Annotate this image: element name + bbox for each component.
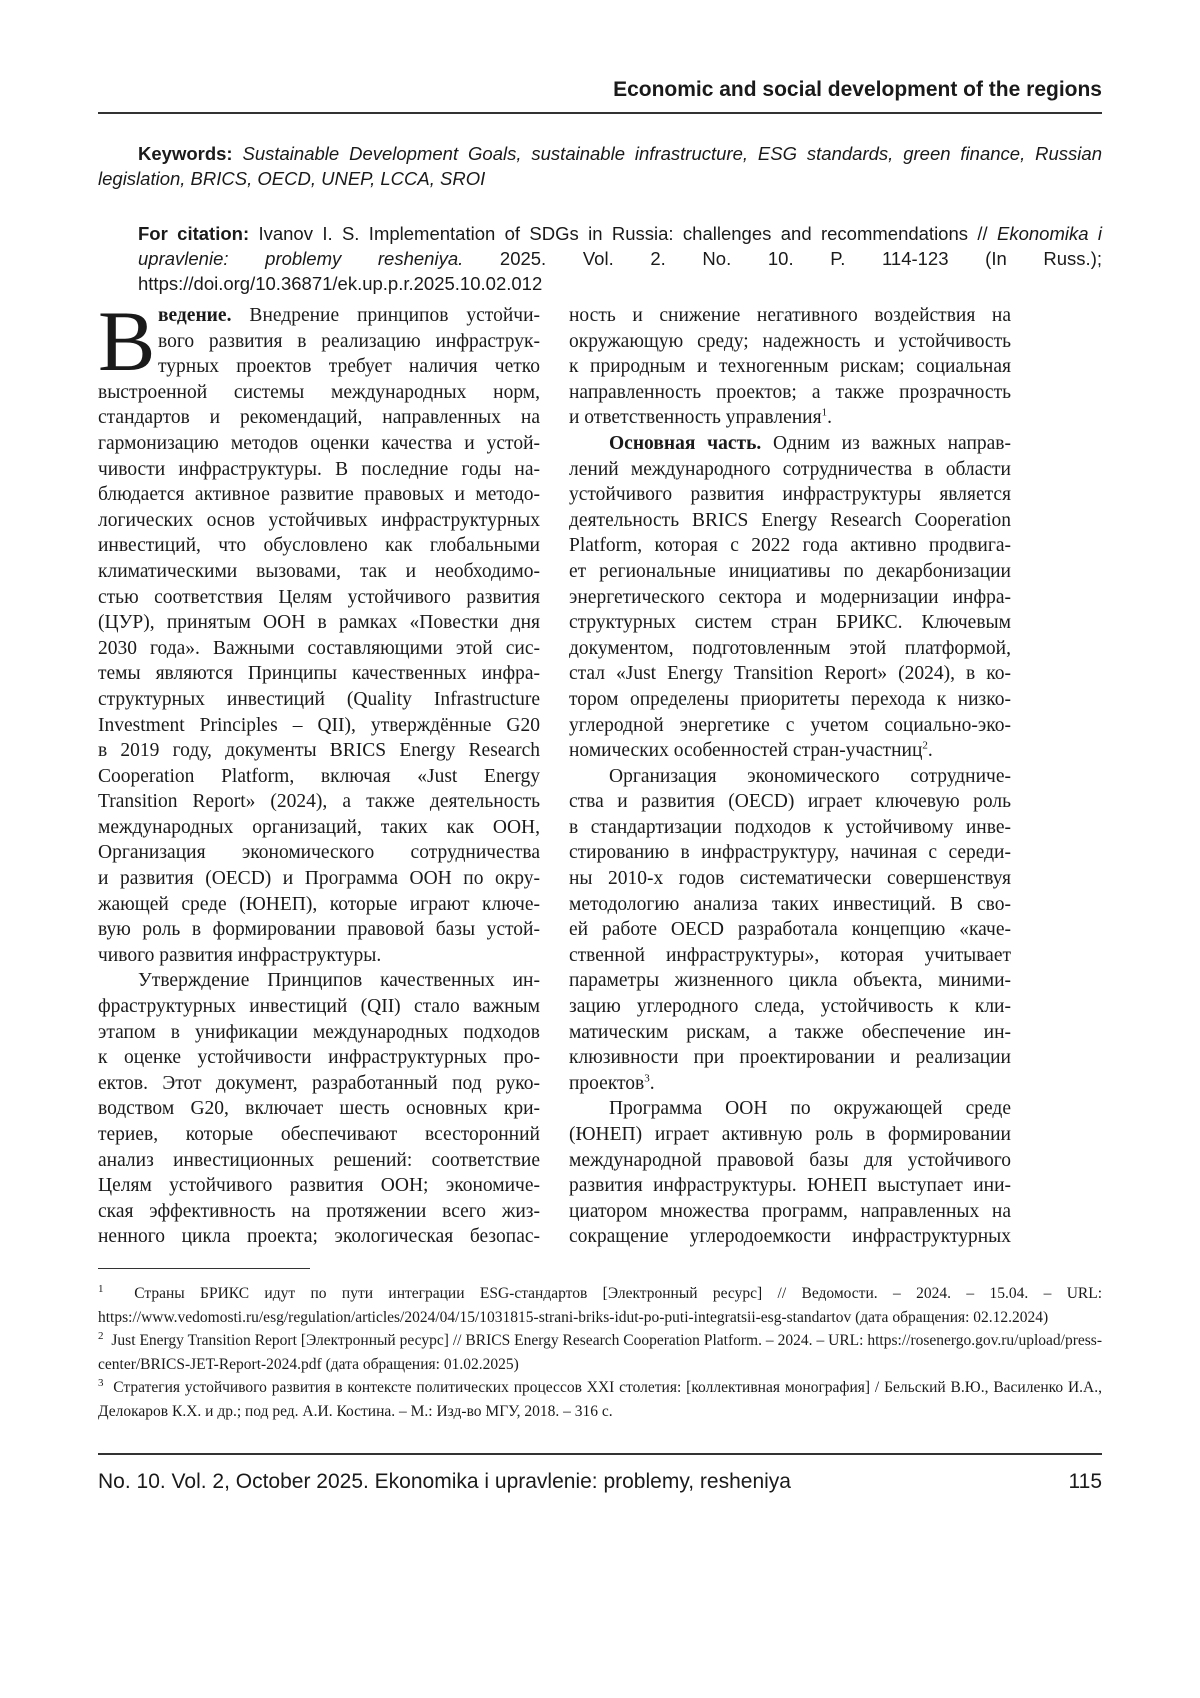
line-text: климатическими вызовами, так и необходимо-	[98, 561, 540, 582]
text-line	[569, 1045, 1011, 1071]
line-text: Transition Report» (2024), а также деятельность	[98, 791, 540, 812]
line-text: логических основ устойчивых инфраструктурных	[98, 510, 540, 531]
text-line	[569, 303, 1011, 329]
line-text: Целям устойчивого развития ООН; экономиче-	[98, 1175, 540, 1196]
text-line	[98, 1199, 540, 1225]
line-text: параметры жизненного цикла объекта, миними-	[569, 970, 1011, 991]
right-column	[569, 303, 1011, 1250]
text-line	[98, 533, 540, 559]
line-text: ей работе OECD разработала концепцию «каче-	[569, 919, 1011, 940]
line-text: Одним из важных направ-	[761, 433, 1011, 454]
line-text: к природным и техногенным рискам; социальная	[569, 356, 1011, 377]
line-text: и развития (OECD) и Программа ООН по окру-	[98, 868, 540, 889]
text-line	[569, 661, 1011, 687]
text-line	[569, 1096, 1011, 1122]
text-line	[98, 815, 540, 841]
text-line	[98, 1148, 540, 1174]
text-line	[98, 354, 540, 380]
text-line	[98, 457, 540, 483]
text-line	[98, 764, 540, 790]
footnote-number: 3	[98, 1377, 104, 1389]
text-line	[569, 1071, 1011, 1097]
line-text: чивости инфраструктуры. В последние годы на-	[98, 459, 540, 480]
footnotes	[98, 1282, 1102, 1423]
text-line	[569, 1224, 1011, 1250]
text-line	[98, 789, 540, 815]
text-line	[98, 405, 540, 431]
line-text: вую роль в формировании правовой базы устой-	[98, 919, 540, 940]
line-text: Организация экономического сотрудничества	[98, 842, 540, 863]
line-text: клюзивности при проектировании и реализации	[569, 1047, 1011, 1068]
text-line	[98, 968, 540, 994]
line-text: матическим рискам, а также обеспечение ин-	[569, 1022, 1011, 1043]
footnote	[98, 1376, 1102, 1423]
line-text: тором определены приоритеты перехода к низко-	[569, 689, 1011, 710]
text-line	[569, 917, 1011, 943]
citation-details: 2025. Vol. 2. No. 10. P. 114-123 (In Russ.); https://doi.org/10.36871/ek.up.p.r.2025.10.02.012	[138, 248, 1102, 294]
text-line	[569, 1173, 1011, 1199]
line-text: стированию в инфраструктуру, начиная с середи-	[569, 842, 1011, 863]
line-text: направленность проектов; а также прозрачность	[569, 382, 1011, 403]
page-number: 115	[1069, 1470, 1102, 1494]
footer-rule	[98, 1453, 1102, 1455]
text-line	[98, 559, 540, 585]
line-text: в стандартизации подходов к устойчивому инве-	[569, 817, 1011, 838]
text-line	[98, 994, 540, 1020]
text-line	[569, 533, 1011, 559]
footnote	[98, 1282, 1102, 1329]
text-line	[98, 1020, 540, 1046]
text-line	[569, 636, 1011, 662]
text-line	[569, 457, 1011, 483]
line-text: ская эффективность на протяжении всего жиз-	[98, 1201, 540, 1222]
footnote	[98, 1329, 1102, 1376]
text-line	[98, 892, 540, 918]
line-text: номических особенностей стран-участниц	[569, 740, 922, 761]
line-text: устойчивого развития инфраструктуры является	[569, 484, 1011, 505]
line-text: стандартов и рекомендаций, направленных на	[98, 407, 540, 428]
line-text: инвестиций, что обусловлено как глобальными	[98, 535, 540, 556]
text-line	[569, 687, 1011, 713]
line-end: .	[928, 740, 933, 761]
line-text: стал «Just Energy Transition Report» (2024), в ко-	[569, 663, 1011, 684]
left-column	[98, 303, 540, 1250]
line-text: Platform, которая с 2022 года активно продвига-	[569, 535, 1011, 556]
line-text: международных организаций, таких как ООН,	[98, 817, 540, 838]
text-line	[98, 943, 540, 969]
text-line	[98, 329, 540, 355]
text-line	[98, 840, 540, 866]
line-text: документом, подготовленным этой платформой,	[569, 638, 1011, 659]
line-text: зацию углеродного следа, устойчивость к кли-	[569, 996, 1011, 1017]
citation-label: For citation:	[138, 223, 249, 244]
line-text: деятельность BRICS Energy Research Cooperation	[569, 510, 1011, 531]
text-line	[569, 968, 1011, 994]
text-line	[98, 1173, 540, 1199]
footnote-ref: 2	[922, 740, 928, 752]
line-text: Cooperation Platform, включая «Just Energy	[98, 766, 540, 787]
line-text: углеродной энергетике с учетом социально-эко-	[569, 715, 1011, 736]
line-text: энергетического сектора и модернизации инфра-	[569, 587, 1011, 608]
line-text: Организация экономического сотрудниче-	[609, 766, 1011, 787]
text-line	[569, 508, 1011, 534]
text-line	[98, 713, 540, 739]
drop-cap: В	[98, 301, 155, 381]
footnote-text: Just Energy Transition Report [Электронный ресурс] // BRICS Energy Research Cooperation Platform. – 2024. – URL: https://rosenergo.gov.ru/upload/press-center/BRICS-JET-Report-2024.pdf (дата обращения: 01.02.2025)	[98, 1332, 1102, 1373]
line-text: Внедрение принципов устойчи-	[231, 305, 540, 326]
text-line	[98, 380, 540, 406]
footnote-text: Страны БРИКС идут по пути интеграции ESG-стандартов [Электронный ресурс] // Ведомости. – 2024. – 15.04. – URL: https://www.vedomosti.ru/esg/regulation/articles/2024/04/15/1031815-strani-briks-idut-po-puti-integratsii-esg-standartov (дата обращения: 02.12.2024)	[98, 1285, 1102, 1326]
line-text: Утверждение Принципов качественных ин-	[138, 970, 540, 991]
text-line	[569, 585, 1011, 611]
citation-text: Ivanov I. S. Implementation of SDGs in Russia: challenges and recommendations //	[249, 223, 997, 244]
line-text: в 2019 году, документы BRICS Energy Research	[98, 740, 540, 761]
line-text: темы являются Принципы качественных инфра-	[98, 663, 540, 684]
text-line	[569, 943, 1011, 969]
text-line	[98, 610, 540, 636]
line-text: чивого развития инфраструктуры.	[98, 945, 381, 966]
footnote-ref: 3	[644, 1072, 650, 1084]
line-text: структурных инвестиций (Quality Infrastructure	[98, 689, 540, 710]
text-line	[569, 738, 1011, 764]
text-line	[569, 354, 1011, 380]
line-text: териев, которые обеспечивают всесторонний	[98, 1124, 540, 1145]
text-line	[569, 1020, 1011, 1046]
text-line	[569, 610, 1011, 636]
text-line	[569, 405, 1011, 431]
line-text: ектов. Этот документ, разработанный под руко-	[98, 1073, 540, 1094]
footnote-ref: 1	[822, 407, 828, 419]
line-text: и ответственность управления	[569, 407, 822, 428]
text-line	[98, 1071, 540, 1097]
section-heading: Основная часть.	[609, 433, 761, 454]
line-text: проектов	[569, 1073, 644, 1094]
line-text: водством G20, включает шесть основных кри-	[98, 1098, 540, 1119]
line-text: ность и снижение негативного воздействия на	[569, 305, 1011, 326]
citation-journal: Ekonomika i upravlenie: problemy resheniya.	[138, 223, 1102, 269]
text-line	[98, 687, 540, 713]
line-text: 2030 года». Важными составляющими этой сис-	[98, 638, 540, 659]
text-line	[98, 738, 540, 764]
footnote-number: 1	[98, 1283, 104, 1295]
line-text: блюдается активное развитие правовых и методо-	[98, 484, 540, 505]
line-text: лений международного сотрудничества в области	[569, 459, 1011, 480]
line-text: выстроенной системы международных норм,	[98, 382, 540, 403]
line-text: этапом в унификации международных подходов	[98, 1022, 540, 1043]
keywords-label: Keywords:	[138, 143, 233, 164]
footnote-text: Стратегия устойчивого развития в контексте политических процессов XXI столетия: [коллективная монография] / Бельский В.Ю., Василенко И.А., Делокаров К.Х. и др.; под ред. А.И. Костина. – М.: Изд-во МГУ, 2018. – 316 с.	[98, 1379, 1102, 1420]
text-line	[569, 329, 1011, 355]
line-text: методологию анализа таких инвестиций. В сво-	[569, 894, 1011, 915]
citation	[138, 221, 1102, 296]
text-line	[569, 764, 1011, 790]
text-line	[98, 431, 540, 457]
line-text: ства и развития (OECD) играет ключевую роль	[569, 791, 1011, 812]
footnote-number: 2	[98, 1330, 104, 1342]
text-line	[98, 1224, 540, 1250]
line-text: ны 2010-х годов систематически совершенствуя	[569, 868, 1011, 889]
text-line	[569, 559, 1011, 585]
running-header: Economic and social development of the regions	[98, 78, 1102, 102]
text-line	[98, 585, 540, 611]
text-line	[98, 1096, 540, 1122]
text-line	[569, 431, 1011, 457]
text-line	[98, 917, 540, 943]
keywords	[98, 141, 1102, 191]
text-line	[569, 380, 1011, 406]
text-line	[569, 815, 1011, 841]
line-text: турных проектов требует наличия четко	[158, 356, 540, 377]
text-line	[569, 482, 1011, 508]
line-text: ненного цикла проекта; экологическая безопас-	[98, 1226, 540, 1247]
line-text: фраструктурных инвестиций (QII) стало важным	[98, 996, 540, 1017]
header-rule	[98, 112, 1102, 114]
line-text: структурных систем стран БРИКС. Ключевым	[569, 612, 1011, 633]
text-line	[98, 1122, 540, 1148]
section-heading: ведение.	[158, 305, 231, 326]
line-text: анализ инвестиционных решений: соответствие	[98, 1150, 540, 1171]
line-text: к оценке устойчивости инфраструктурных про-	[98, 1047, 540, 1068]
line-end: .	[650, 1073, 655, 1094]
text-line	[98, 303, 540, 329]
text-line	[98, 636, 540, 662]
text-line	[569, 1148, 1011, 1174]
line-text: Программа ООН по окружающей среде	[609, 1098, 1011, 1119]
line-text: Investment Principles – QII), утверждённые G20	[98, 715, 540, 736]
footnote-separator	[98, 1268, 310, 1269]
footer-journal: No. 10. Vol. 2, October 2025. Ekonomika i upravlenie: problemy, resheniya	[98, 1470, 791, 1494]
line-text: (ЦУР), принятым ООН в рамках «Повестки дня	[98, 612, 540, 633]
text-line	[98, 866, 540, 892]
text-line	[98, 482, 540, 508]
line-text: сокращение углеродоемкости инфраструктурных	[569, 1226, 1011, 1247]
line-text: ственной инфраструктуры», которая учитывает	[569, 945, 1011, 966]
text-line	[98, 661, 540, 687]
text-line	[569, 840, 1011, 866]
text-line	[569, 1199, 1011, 1225]
line-text: международной правовой базы для устойчивого	[569, 1150, 1011, 1171]
text-line	[569, 866, 1011, 892]
line-text: жающей среде (ЮНЕП), которые играют ключе-	[98, 894, 540, 915]
text-line	[98, 508, 540, 534]
line-text: гармонизацию методов оценки качества и устой-	[98, 433, 540, 454]
line-text: развития инфраструктуры. ЮНЕП выступает ини-	[569, 1175, 1011, 1196]
text-line	[98, 1045, 540, 1071]
line-text: циатором множества программ, направленных на	[569, 1201, 1011, 1222]
line-text: стью соответствия Целям устойчивого развития	[98, 587, 540, 608]
line-text: (ЮНЕП) играет активную роль в формировании	[569, 1124, 1011, 1145]
text-line	[569, 892, 1011, 918]
line-text: ет региональные инициативы по декарбонизации	[569, 561, 1011, 582]
text-line	[569, 994, 1011, 1020]
text-line	[569, 1122, 1011, 1148]
keywords-text: Sustainable Development Goals, sustainable infrastructure, ESG standards, green finance, Russian legislation, BRICS, OECD, UNEP, LCCA, SROI	[98, 143, 1102, 189]
line-text: окружающую среду; надежность и устойчивость	[569, 331, 1011, 352]
line-text: вого развития в реализацию инфраструк-	[158, 331, 540, 352]
text-line	[569, 789, 1011, 815]
text-line	[569, 713, 1011, 739]
line-end: .	[827, 407, 832, 428]
page-footer	[98, 1470, 1102, 1494]
